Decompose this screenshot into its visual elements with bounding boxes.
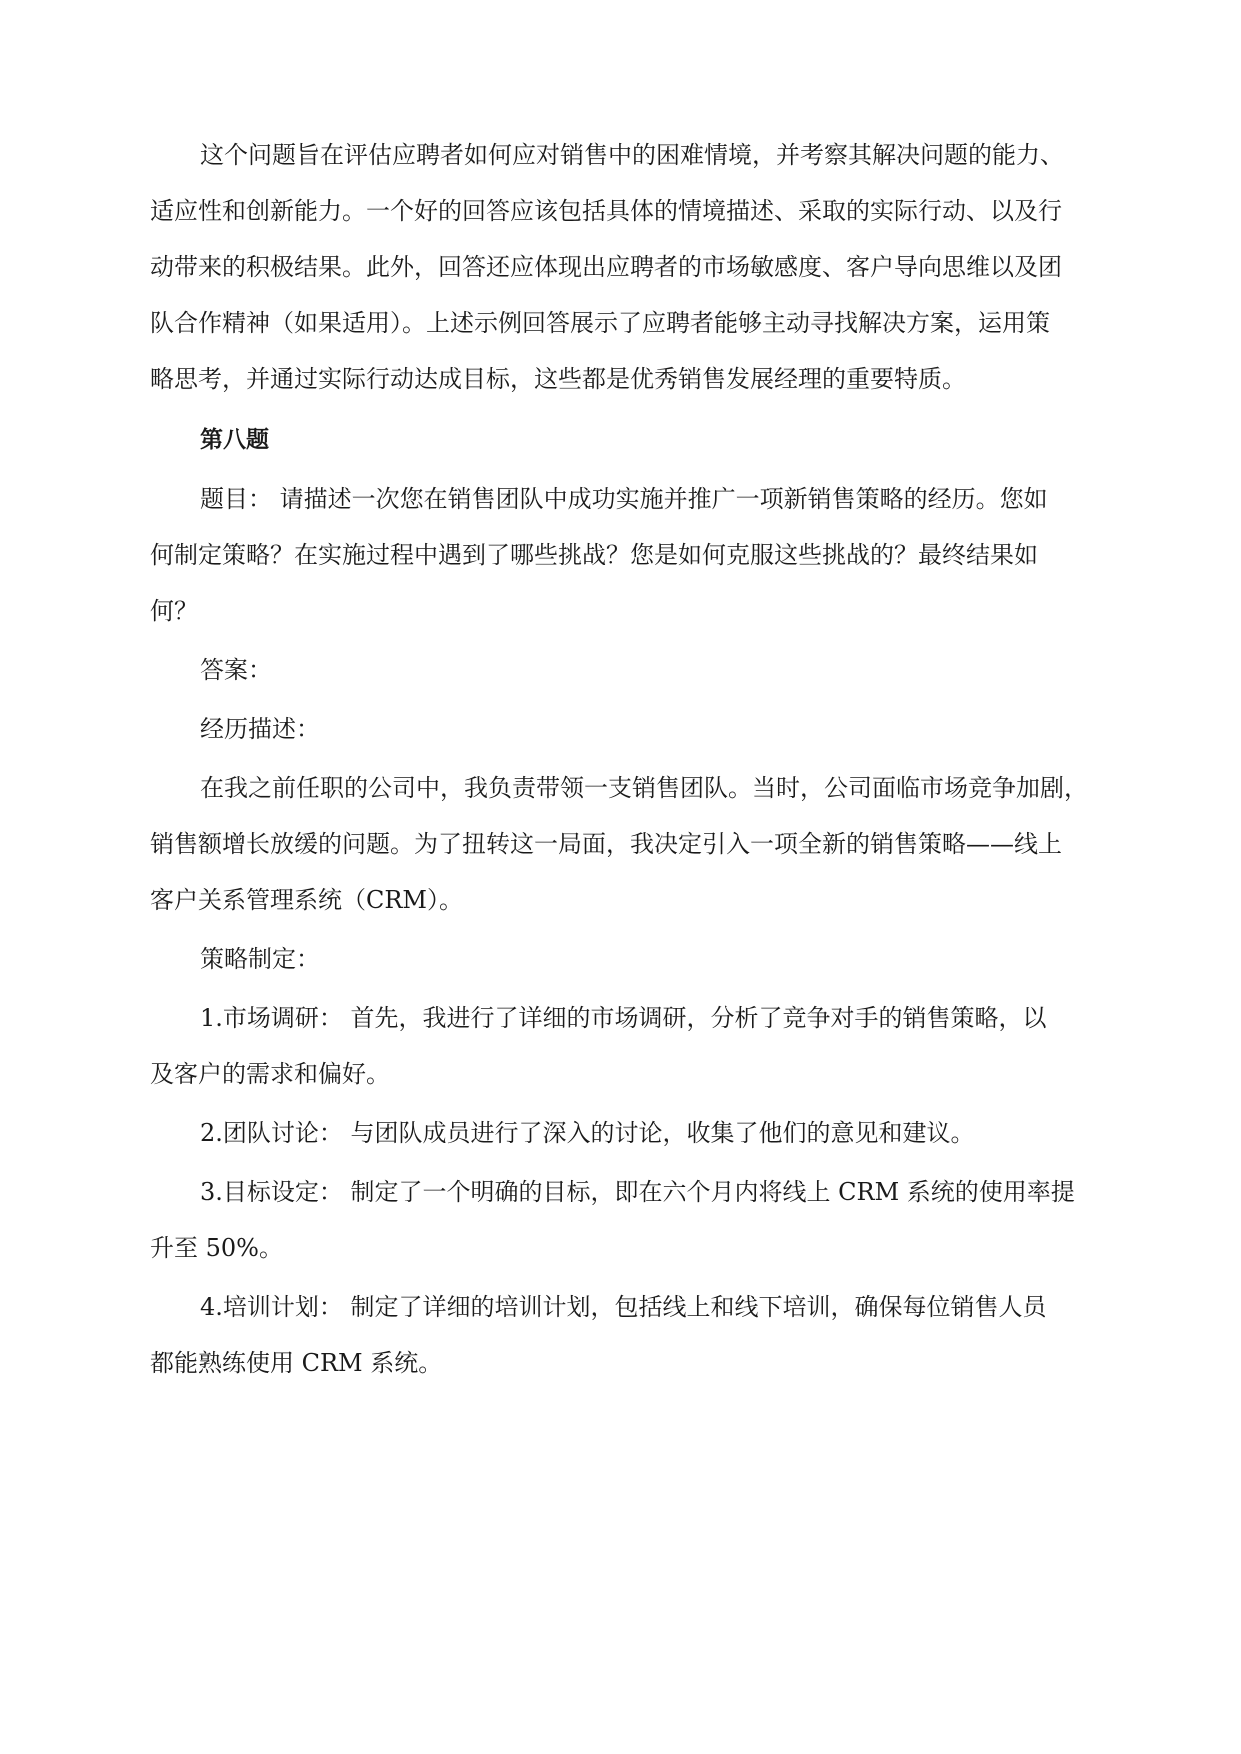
paragraph-line: 这个问题旨在评估应聘者如何应对销售中的困难情境，并考察其解决问题的能力、 <box>200 141 1064 169</box>
paragraph-line: 略思考，并通过实际行动达成目标，这些都是优秀销售发展经理的重要特质。 <box>150 365 966 393</box>
question-line: 何制定策略？在实施过程中遇到了哪些挑战？您是如何克服这些挑战的？最终结果如 <box>150 541 1038 569</box>
list-item: 4.培训计划： 制定了详细的培训计划，包括线上和线下培训，确保每位销售人员 <box>200 1293 1047 1321</box>
list-item-continuation: 都能熟练使用 CRM 系统。 <box>150 1349 443 1377</box>
experience-line: 销售额增长放缓的问题。为了扭转这一局面，我决定引入一项全新的销售策略——线上 <box>150 830 1062 858</box>
answer-label: 答案： <box>200 656 272 684</box>
question-line: 何？ <box>150 597 198 625</box>
list-item: 2.团队讨论： 与团队成员进行了深入的讨论，收集了他们的意见和建议。 <box>200 1119 975 1147</box>
strategy-label: 策略制定： <box>200 945 320 973</box>
list-item-continuation: 及客户的需求和偏好。 <box>150 1060 390 1088</box>
question-line: 题目： 请描述一次您在销售团队中成功实施并推广一项新销售策略的经历。您如 <box>200 485 1048 513</box>
experience-line: 客户关系管理系统（CRM）。 <box>150 886 464 914</box>
paragraph-line: 适应性和创新能力。一个好的回答应该包括具体的情境描述、采取的实际行动、以及行 <box>150 197 1062 225</box>
list-item-continuation: 升至 50%。 <box>150 1234 283 1262</box>
list-item: 1.市场调研： 首先，我进行了详细的市场调研，分析了竞争对手的销售策略，以 <box>200 1004 1047 1032</box>
experience-line: 在我之前任职的公司中，我负责带领一支销售团队。当时，公司面临市场竞争加剧， <box>200 774 1088 802</box>
list-item: 3.目标设定： 制定了一个明确的目标，即在六个月内将线上 CRM 系统的使用率提 <box>200 1178 1075 1206</box>
paragraph-line: 动带来的积极结果。此外，回答还应体现出应聘者的市场敏感度、客户导向思维以及团 <box>150 253 1062 281</box>
section-heading: 第八题 <box>200 427 269 453</box>
paragraph-line: 队合作精神（如果适用）。上述示例回答展示了应聘者能够主动寻找解决方案，运用策 <box>150 309 1050 337</box>
experience-label: 经历描述： <box>200 715 320 743</box>
